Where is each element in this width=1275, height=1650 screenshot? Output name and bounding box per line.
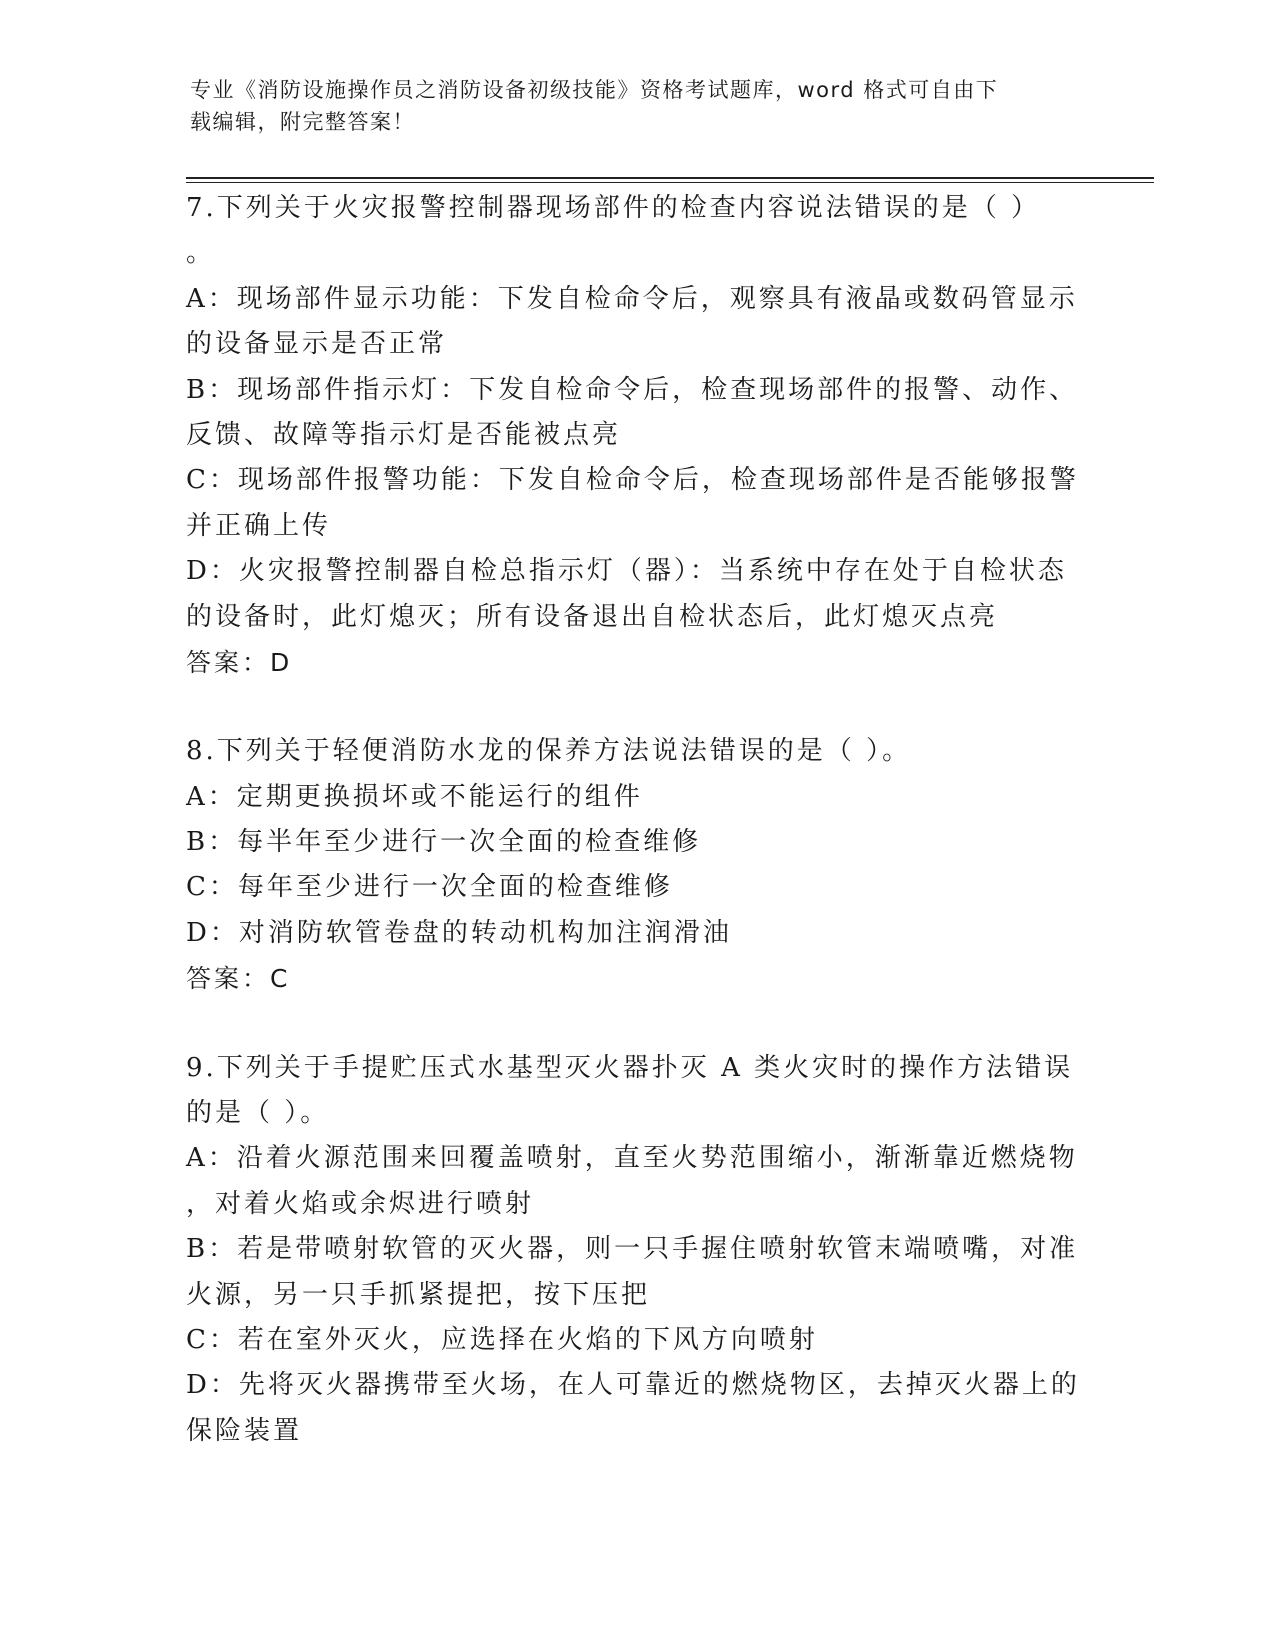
question-stem: 。 <box>186 238 216 269</box>
question-list <box>186 186 1086 1454</box>
option-b: B：若是带喷射软管的灭火器，则一只手握住喷射软管末端喷嘴，对准 <box>186 1234 1079 1265</box>
option-a: A：沿着火源范围来回覆盖喷射，直至火势范围缩小，渐渐靠近燃烧物 <box>186 1143 1078 1174</box>
option-c: C：若在室外灭火，应选择在火焰的下风方向喷射 <box>186 1324 818 1355</box>
question-gap <box>186 1002 1086 1046</box>
option-a: ，对着火焰或余烬进行喷射 <box>186 1188 535 1219</box>
option-b: 火源，另一只手抓紧提把，按下压把 <box>186 1279 651 1310</box>
option-b: B：每半年至少进行一次全面的检查维修 <box>186 827 702 858</box>
option-d: D：火灾报警控制器自检总指示灯（器）：当系统中存在处于自检状态 <box>186 556 1067 587</box>
answer-label: 答案：C <box>186 964 291 994</box>
option-a: 的设备显示是否正常 <box>186 329 448 360</box>
question-9 <box>186 1046 1086 1455</box>
option-b: B：现场部件指示灯：下发自检命令后，检查现场部件的报警、动作、 <box>186 374 1079 405</box>
option-a: A：现场部件显示功能：下发自检命令后，观察具有液晶或数码管显示 <box>186 283 1078 314</box>
option-a: A：定期更换损坏或不能运行的组件 <box>186 781 643 812</box>
header-line-2: 载编辑，附完整答案！ <box>190 110 415 134</box>
header-divider-thick <box>186 177 1154 179</box>
option-b: 反馈、故障等指示灯是否能被点亮 <box>186 419 622 450</box>
header-divider-thin <box>186 182 1154 183</box>
question-gap <box>186 685 1086 729</box>
option-d: 保险装置 <box>186 1415 303 1446</box>
question-7 <box>186 186 1086 685</box>
option-d: D：对消防软管卷盘的转动机构加注润滑油 <box>186 917 732 948</box>
question-8 <box>186 729 1086 1001</box>
question-stem: 9.下列关于手提贮压式水基型灭火器扑灭 A 类火灾时的操作方法错误 <box>186 1052 1074 1083</box>
document-header <box>190 74 1090 138</box>
option-c: C：现场部件报警功能：下发自检命令后，检查现场部件是否能够报警 <box>186 465 1079 496</box>
answer-label: 答案：D <box>186 647 293 677</box>
option-c: C：每年至少进行一次全面的检查维修 <box>186 872 673 903</box>
question-stem: 8.下列关于轻便消防水龙的保养方法说法错误的是（ ）。 <box>186 736 912 767</box>
option-c: 并正确上传 <box>186 510 332 541</box>
option-d: 的设备时，此灯熄灭；所有设备退出自检状态后，此灯熄灭点亮 <box>186 601 999 632</box>
question-stem: 7.下列关于火灾报警控制器现场部件的检查内容说法错误的是（ ） <box>186 193 1041 223</box>
question-stem: 的是（ ）。 <box>186 1098 330 1129</box>
header-line-1: 专业《消防设施操作员之消防设备初级技能》资格考试题库，word 格式可自由下 <box>190 78 999 102</box>
option-d: D：先将灭火器携带至火场，在人可靠近的燃烧物区，去掉灭火器上的 <box>186 1370 1080 1401</box>
